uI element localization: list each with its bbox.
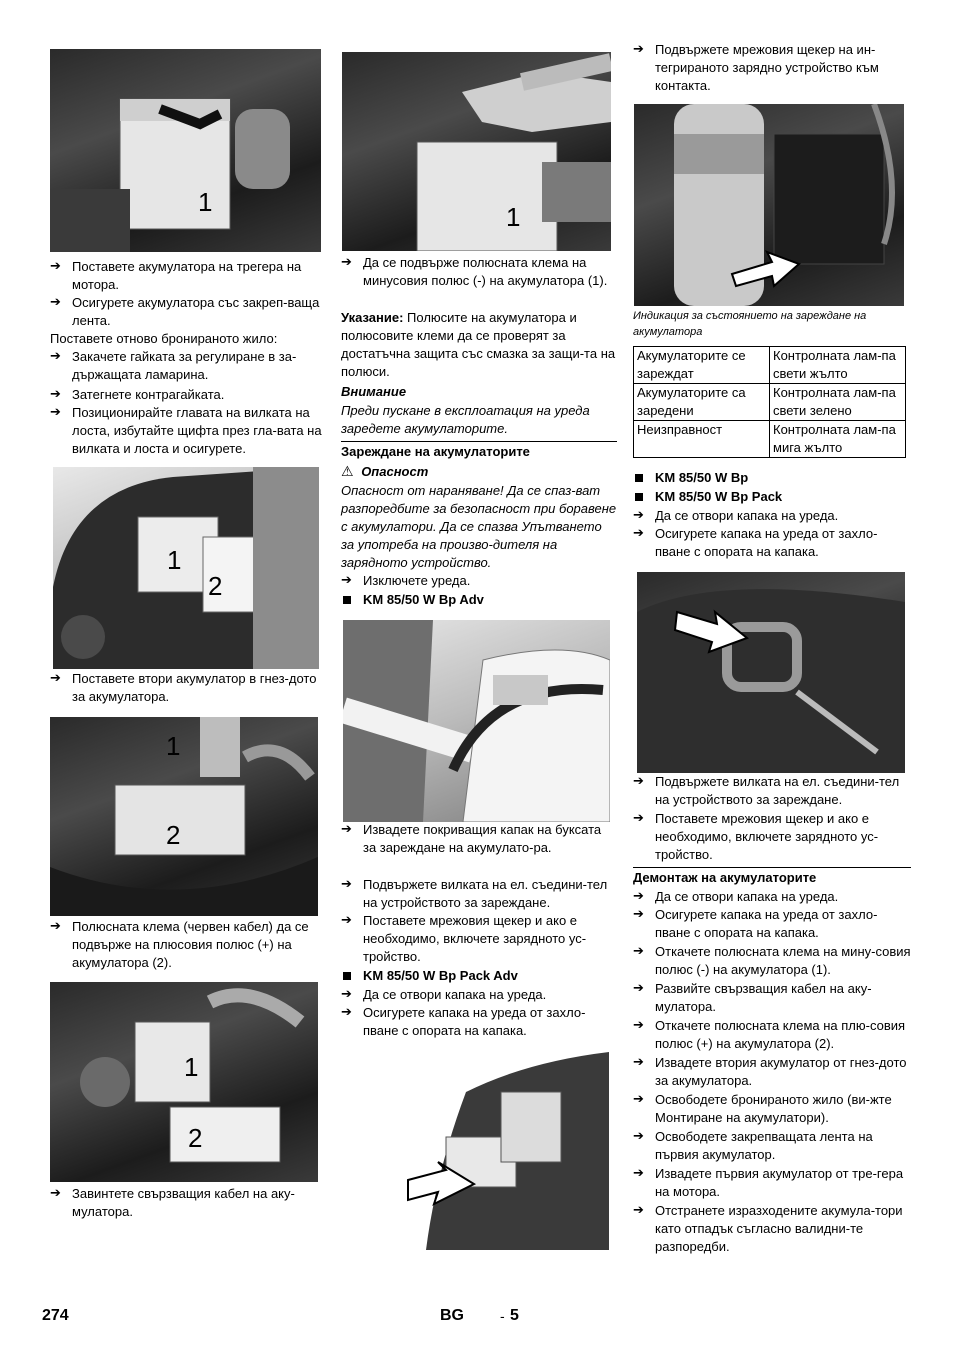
page-number: 274	[42, 1307, 69, 1324]
list-item: ➔ Осигурете капака на уреда от захло-пване с опората на капака.	[633, 907, 878, 940]
photo-charging-socket-cover	[343, 620, 610, 822]
list-item: ➔ Осигурете акумулатора със закреп-ваща лента.	[50, 295, 320, 328]
photo-battery-on-motor	[50, 49, 321, 252]
table-cell: Акумулаторите са заредени	[634, 384, 770, 421]
arrow-icon: ➔	[50, 405, 61, 420]
arrow-icon: ➔	[341, 877, 352, 892]
paragraph: Поставете отново бронираното жило:	[50, 331, 278, 346]
figure-label-2: 2	[208, 571, 223, 601]
arrow-icon: ➔	[633, 1166, 644, 1181]
attention-text: Преди пускане в експлоатация на уреда заредете акумулаторите.	[341, 403, 590, 436]
arrow-icon: ➔	[633, 907, 644, 922]
note-text: Полюсите на акумулатора и полюсовите клеми да се проверят за достатъчна защита със смазка за защи-та на полюси.	[341, 310, 616, 379]
arrow-icon: ➔	[633, 811, 644, 826]
danger-text: Опасност от нараняване! Да се спаз-ват разпоредбите за безопасност при боравене с акумулатори. Да се спазва Упътването за употреба на произво-дителя на зарядното устройство.	[341, 483, 617, 570]
list-item: ➔ Осигурете капака на уреда от захло-пване с опората на капака.	[633, 526, 878, 559]
list-item: ➔ Откачете полюсната клема на мину-совия полюс (-) на акумулатора (1).	[633, 944, 911, 977]
model-heading: KM 85/50 W Bp Pack	[633, 488, 911, 506]
arrow-icon: ➔	[50, 349, 61, 364]
list-item: ➔ Поставете акумулатора на трегера на мотора.	[50, 259, 302, 292]
table-row	[634, 421, 906, 458]
arrow-icon: ➔	[633, 1203, 644, 1218]
arrow-icon: ➔	[633, 889, 644, 904]
table-cell: Неизправност	[634, 421, 770, 458]
table-cell: Контролната лам-па мига жълто	[770, 421, 906, 458]
photo-illustration	[343, 620, 610, 822]
sub-page-number: 5	[510, 1307, 519, 1324]
arrow-icon: ➔	[50, 387, 61, 402]
list-item: ➔ Подвържете вилката на ел. съедини-тел на устройството за зареждане.	[341, 877, 608, 910]
arrow-icon: ➔	[50, 671, 61, 686]
list-item: ➔ Да се отвори капака на уреда.	[633, 889, 839, 904]
photo-charging-connector	[637, 572, 905, 773]
figure-caption: Индикация за състоянието на зареждане на акумулатора	[633, 310, 867, 338]
table-cell: Акумулаторите се зареждат	[634, 347, 770, 384]
list-item: ➔ Освободете бронираното жило (ви-жте Монтиране на акумулатори).	[633, 1092, 892, 1125]
list-item: ➔ Подвържете вилката на ел. съедини-тел на устройството за зареждане.	[633, 774, 900, 807]
arrow-icon: ➔	[633, 42, 644, 57]
figure-label-1: 1	[198, 187, 213, 217]
list-item: ➔ Извадете първия акумулатор от тре-гера на мотора.	[633, 1166, 904, 1199]
arrow-icon: ➔	[633, 1018, 644, 1033]
photo-illustration	[53, 467, 319, 669]
arrow-icon: ➔	[50, 1186, 61, 1201]
photo-illustration	[406, 1052, 609, 1250]
language-code: BG	[440, 1307, 464, 1324]
divider	[341, 441, 617, 442]
list-item: ➔ Откачете полюсната клема на плю-совия полюс (+) на акумулатора (2).	[633, 1018, 906, 1051]
arrow-icon: ➔	[50, 919, 61, 934]
photo-connecting-cable	[50, 982, 318, 1182]
photo-illustration	[50, 982, 318, 1182]
arrow-icon: ➔	[633, 1055, 644, 1070]
photo-second-battery	[53, 467, 319, 669]
model-heading: KM 85/50 W Bp Adv	[341, 591, 617, 609]
figure-label-1: 1	[506, 202, 521, 232]
photo-illustration	[342, 52, 611, 251]
list-item: ➔ Да се подвърже полюсната клема на минусовия полюс (-) на акумулатора (1).	[341, 255, 608, 288]
figure-label-1: 1	[167, 545, 182, 575]
list-item: ➔ Извадете покриващия капак на буксата за зареждане на акумулато-ра.	[341, 822, 602, 855]
photo-charging-plug-pack-adv	[406, 1052, 609, 1250]
arrow-icon: ➔	[633, 981, 644, 996]
list-item: ➔ Затегнете контрагайката.	[50, 387, 225, 402]
list-item: ➔ Да се отвори капака на уреда.	[633, 508, 839, 523]
arrow-icon: ➔	[633, 508, 644, 523]
arrow-icon: ➔	[341, 822, 352, 837]
arrow-icon: ➔	[341, 987, 352, 1002]
list-item: ➔ Отстранете изразходените акумула-тори като отпадък съгласно валидни-те разпоредби.	[633, 1203, 903, 1254]
list-item: ➔ Поставете втори акумулатор в гнез-дото за акумулатора.	[50, 671, 317, 704]
photo-minus-pole-clamp	[342, 52, 611, 251]
model-heading: KM 85/50 W Bp Pack Adv	[341, 967, 617, 985]
note	[341, 309, 617, 381]
table-row	[634, 384, 906, 421]
photo-charge-indicator	[634, 104, 904, 306]
list-item: ➔ Закачете гайката за регулиране в за-държащата ламарина.	[50, 349, 297, 382]
heading-removal: Демонтаж на акумулаторите	[633, 870, 817, 885]
model-heading: KM 85/50 W Bp	[633, 469, 911, 487]
figure-label-2: 2	[188, 1123, 203, 1153]
attention-title: Внимание	[341, 384, 407, 399]
square-bullet-icon	[635, 474, 643, 482]
list-item: ➔ Подвържете мрежовия щекер на ин-тегрираното зарядно устройство към контакта.	[633, 42, 879, 93]
photo-pole-clamp-plus	[50, 717, 318, 916]
photo-illustration	[637, 572, 905, 773]
list-item: ➔ Изключете уреда.	[341, 573, 471, 588]
square-bullet-icon	[343, 596, 351, 604]
table-row	[634, 347, 906, 384]
divider	[633, 867, 911, 868]
arrow-icon: ➔	[341, 1005, 352, 1020]
list-item: ➔ Развийте свързващия кабел на аку-мулатора.	[633, 981, 872, 1014]
arrow-icon: ➔	[633, 774, 644, 789]
photo-illustration	[50, 717, 318, 916]
table-cell: Контролната лам-па свети зелено	[770, 384, 906, 421]
page-separator: -	[500, 1308, 505, 1324]
list-item: ➔ Поставете мрежовия щекер и ако е необходимо, включете зарядното ус-тройство.	[633, 811, 879, 862]
arrow-icon: ➔	[341, 255, 352, 270]
arrow-icon: ➔	[341, 573, 352, 588]
arrow-icon: ➔	[633, 1092, 644, 1107]
figure-label-1: 1	[166, 731, 181, 761]
table-cell: Контролната лам-па свети жълто	[770, 347, 906, 384]
list-item: ➔ Извадете втория акумулатор от гнез-дото за акумулатора.	[633, 1055, 907, 1088]
danger-title: ⚠ Опасност	[341, 464, 429, 480]
square-bullet-icon	[343, 972, 351, 980]
square-bullet-icon	[635, 493, 643, 501]
arrow-icon: ➔	[341, 913, 352, 928]
arrow-icon: ➔	[50, 295, 61, 310]
list-item: ➔ Поставете мрежовия щекер и ако е необходимо, включете зарядното ус-тройство.	[341, 913, 587, 964]
arrow-icon: ➔	[633, 944, 644, 959]
arrow-icon: ➔	[633, 526, 644, 541]
arrow-icon: ➔	[50, 259, 61, 274]
arrow-icon: ➔	[633, 1129, 644, 1144]
list-item: ➔ Завинтете свързващия кабел на аку-мулатора.	[50, 1186, 295, 1219]
figure-label-2: 2	[166, 820, 181, 850]
list-item: ➔ Позиционирайте главата на вилката на лоста, избутайте щифта през гла-вата на вилката и лоста и осигурете.	[50, 405, 322, 456]
charge-status-table	[633, 346, 906, 458]
warning-triangle-icon: ⚠	[341, 464, 354, 480]
list-item: ➔ Да се отвори капака на уреда.	[341, 987, 547, 1002]
list-item: ➔ Полюсната клема (червен кабел) да се подвърже на плюсовия полюс (+) на акумулатора (2).	[50, 919, 309, 970]
heading-charging: Зареждане на акумулаторите	[341, 444, 530, 459]
note-label: Указание:	[341, 310, 404, 325]
photo-illustration	[634, 104, 904, 306]
figure-label-1: 1	[184, 1052, 199, 1082]
photo-illustration	[50, 49, 321, 252]
list-item: ➔ Осигурете капака на уреда от захло-пване с опората на капака.	[341, 1005, 586, 1038]
list-item: ➔ Освободете закрепващата лента на първия акумулатор.	[633, 1129, 873, 1162]
